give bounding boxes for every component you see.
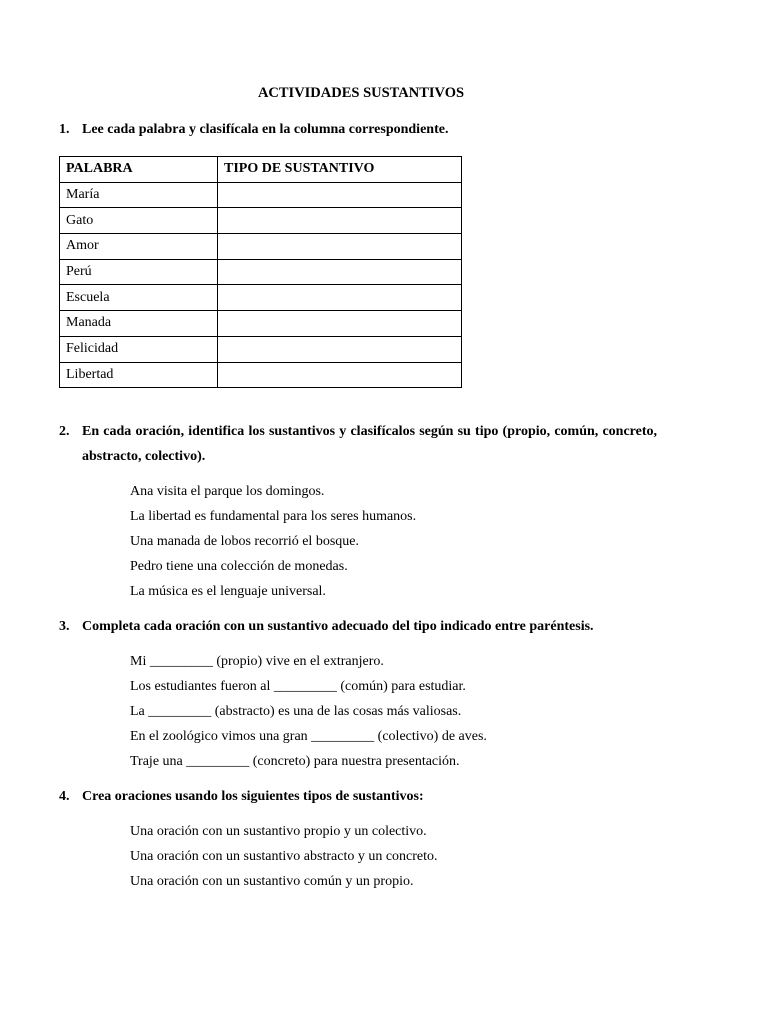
- classification-table: [59, 156, 462, 388]
- list-item: Pedro tiene una colección de monedas.: [130, 559, 348, 574]
- list-item: Una manada de lobos recorrió el bosque.: [130, 534, 359, 549]
- list-item: Una oración con un sustantivo propio y un colectivo.: [130, 824, 427, 839]
- list-item: Una oración con un sustantivo abstracto y un concreto.: [130, 849, 438, 864]
- table-row: [60, 259, 462, 285]
- word-cell: Gato: [60, 208, 218, 234]
- table-row: [60, 208, 462, 234]
- word-cell: Felicidad: [60, 336, 218, 362]
- list-item: La música es el lenguaje universal.: [130, 584, 326, 599]
- table-row: [60, 336, 462, 362]
- list-item: La libertad es fundamental para los seres humanos.: [130, 509, 417, 524]
- column-header-tipo: TIPO DE SUSTANTIVO: [218, 157, 462, 183]
- answer-cell[interactable]: [218, 311, 462, 337]
- table-row: [60, 285, 462, 311]
- answer-cell[interactable]: [218, 336, 462, 362]
- question-2-number: 2.: [59, 424, 70, 439]
- word-cell: Manada: [60, 311, 218, 337]
- page-title: ACTIVIDADES SUSTANTIVOS: [257, 85, 465, 101]
- table-row: [60, 182, 462, 208]
- question-2-text: En cada oración, identifica los sustantivos y clasifícalos según su tipo (propio, común, concreto, abstracto, colectivo).: [82, 424, 657, 464]
- question-4-prompts: [130, 819, 438, 894]
- list-item: Los estudiantes fueron al _________ (común) para estudiar.: [130, 679, 466, 694]
- list-item: La _________ (abstracto) es una de las cosas más valiosas.: [130, 704, 462, 719]
- table-row: [60, 362, 462, 388]
- table-header-row: [60, 157, 462, 183]
- word-cell: Escuela: [60, 285, 218, 311]
- question-3-text: Completa cada oración con un sustantivo adecuado del tipo indicado entre paréntesis.: [82, 619, 594, 634]
- list-item: En el zoológico vimos una gran _________ (colectivo) de aves.: [130, 729, 487, 744]
- answer-cell[interactable]: [218, 259, 462, 285]
- list-item: Mi _________ (propio) vive en el extranjero.: [130, 654, 384, 669]
- question-3-sentences: [130, 649, 487, 774]
- table-row: [60, 311, 462, 337]
- word-cell: María: [60, 182, 218, 208]
- word-cell: Perú: [60, 259, 218, 285]
- question-4-text: Crea oraciones usando los siguientes tipos de sustantivos:: [82, 789, 424, 804]
- word-cell: Amor: [60, 234, 218, 260]
- answer-cell[interactable]: [218, 362, 462, 388]
- answer-cell[interactable]: [218, 208, 462, 234]
- answer-cell[interactable]: [218, 234, 462, 260]
- column-header-palabra: PALABRA: [60, 157, 218, 183]
- question-1-text: Lee cada palabra y clasifícala en la columna correspondiente.: [82, 122, 449, 137]
- list-item: Ana visita el parque los domingos.: [130, 484, 325, 499]
- word-cell: Libertad: [60, 362, 218, 388]
- answer-cell[interactable]: [218, 285, 462, 311]
- question-2-sentences: [130, 479, 416, 604]
- question-1-number: 1.: [59, 122, 70, 137]
- list-item: Una oración con un sustantivo común y un propio.: [130, 874, 414, 889]
- answer-cell[interactable]: [218, 182, 462, 208]
- table-row: [60, 234, 462, 260]
- question-3-number: 3.: [59, 619, 70, 634]
- list-item: Traje una _________ (concreto) para nuestra presentación.: [130, 754, 460, 769]
- question-4-number: 4.: [59, 789, 70, 804]
